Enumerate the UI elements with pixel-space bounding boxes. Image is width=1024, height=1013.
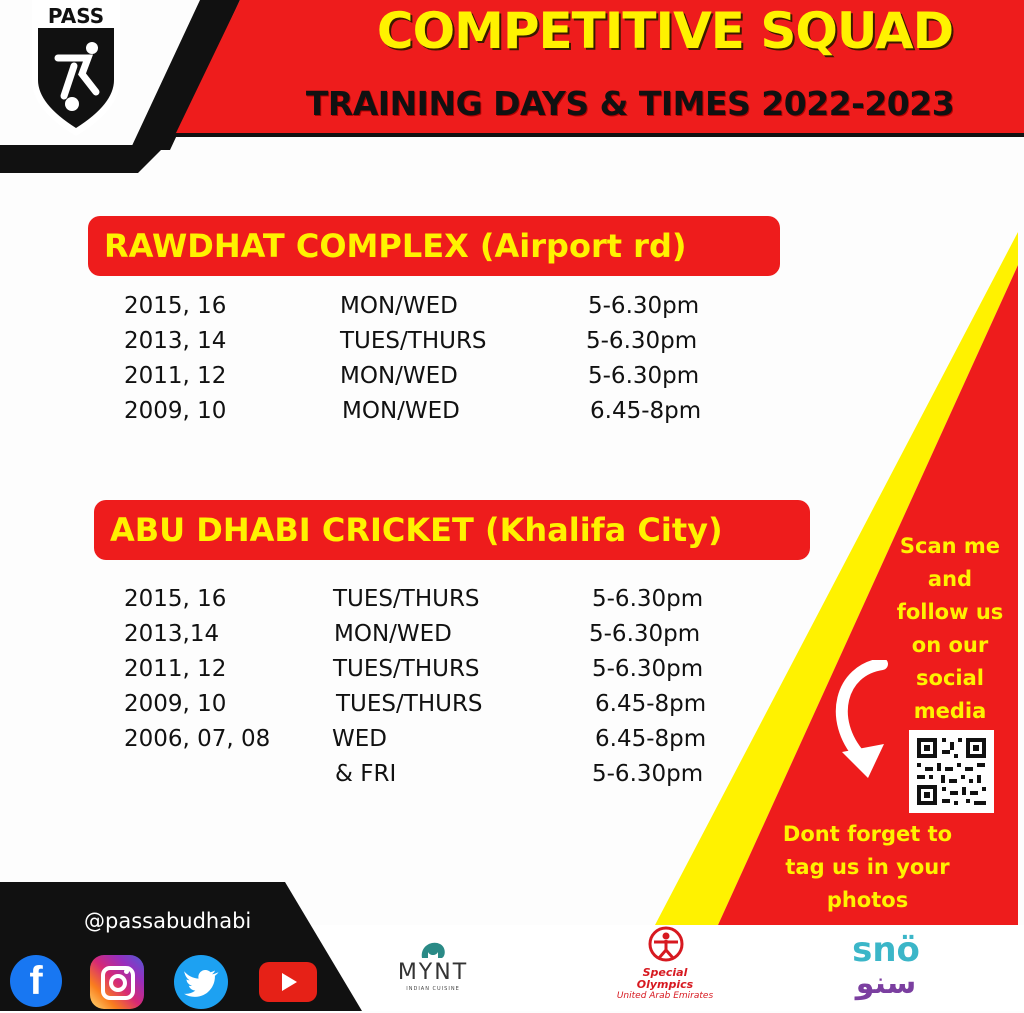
time-cell: 5-6.30pm: [588, 293, 700, 319]
special-olympics-line3: United Arab Emirates: [616, 991, 714, 1001]
sno-logo: [836, 930, 936, 1006]
tag-line: tag us in your: [785, 855, 950, 879]
table-row: [0, 757, 760, 792]
table-row: [0, 687, 760, 722]
days-cell: & FRI: [335, 761, 397, 787]
sno-arabic-text: سنو: [855, 966, 917, 1001]
schedule-table-rawdhat: [0, 289, 760, 429]
page-title: COMPETITIVE SQUAD: [376, 2, 954, 60]
venue-heading-rawdhat: RAWDHAT COMPLEX (Airport rd): [88, 216, 780, 276]
years-cell: 2006, 07, 08: [124, 726, 271, 752]
table-row: [0, 324, 760, 359]
years-cell: 2011, 12: [124, 363, 227, 389]
time-cell: 5-6.30pm: [586, 328, 698, 354]
days-cell: TUES/THURS: [333, 586, 480, 612]
table-row: [0, 289, 760, 324]
sno-latin-text: snö: [852, 930, 920, 970]
table-row: [0, 617, 760, 652]
special-olympics-line2: Olympics: [636, 978, 694, 991]
facebook-icon[interactable]: f: [10, 955, 62, 1007]
mynt-subtitle: INDIAN CUISINE: [406, 986, 460, 992]
time-cell: 6.45-8pm: [590, 398, 702, 424]
years-cell: 2009, 10: [124, 691, 227, 717]
days-cell: TUES/THURS: [333, 656, 480, 682]
special-olympics-emblem-icon: [648, 926, 684, 962]
time-cell: 5-6.30pm: [592, 656, 704, 682]
tag-line: Dont forget to: [782, 822, 953, 846]
instagram-icon[interactable]: [90, 955, 144, 1009]
years-cell: 2009, 10: [124, 398, 227, 424]
page-subtitle: TRAINING DAYS & TIMES 2022-2023: [305, 84, 955, 123]
years-cell: 2013,14: [124, 621, 220, 647]
time-cell: 5-6.30pm: [592, 761, 704, 787]
elephant-icon: [418, 938, 448, 962]
qr-code[interactable]: [909, 730, 994, 813]
days-cell: MON/WED: [334, 621, 452, 647]
curved-arrow-icon: [820, 660, 900, 780]
twitter-icon[interactable]: [174, 955, 228, 1009]
mynt-name: MYNT: [397, 960, 469, 985]
scan-line: Scan me: [899, 534, 1001, 558]
tag-us-text: [760, 818, 975, 917]
special-olympics-line1: Special: [642, 966, 688, 979]
days-cell: MON/WED: [340, 363, 458, 389]
special-olympics-logo: [612, 926, 718, 1006]
logo-text: PASS: [47, 4, 105, 28]
table-row: [0, 582, 760, 617]
time-cell: 6.45-8pm: [595, 691, 707, 717]
tag-line: photos: [826, 888, 909, 912]
table-row: [0, 394, 760, 429]
scan-me-text: [880, 530, 1020, 728]
scan-line: social: [916, 666, 984, 690]
years-cell: 2011, 12: [124, 656, 227, 682]
years-cell: 2015, 16: [124, 586, 227, 612]
years-cell: 2015, 16: [124, 293, 227, 319]
time-cell: 5-6.30pm: [589, 621, 701, 647]
scan-line: and: [927, 567, 973, 591]
schedule-table-abu-dhabi-cricket: [0, 582, 760, 792]
pass-logo: [30, 0, 122, 138]
time-cell: 5-6.30pm: [588, 363, 700, 389]
scan-line: on our: [911, 633, 989, 657]
days-cell: MON/WED: [340, 293, 458, 319]
days-cell: TUES/THURS: [336, 691, 483, 717]
youtube-icon[interactable]: [259, 962, 317, 1002]
table-row: [0, 722, 760, 757]
scan-line: media: [913, 699, 987, 723]
time-cell: 6.45-8pm: [595, 726, 707, 752]
mynt-logo: [392, 938, 474, 998]
days-cell: WED: [332, 726, 387, 752]
venue-heading-abu-dhabi-cricket: ABU DHABI CRICKET (Khalifa City): [94, 500, 810, 560]
scan-line: follow us: [896, 600, 1004, 624]
days-cell: TUES/THURS: [340, 328, 487, 354]
table-row: [0, 652, 760, 687]
time-cell: 5-6.30pm: [592, 586, 704, 612]
social-handle[interactable]: @passabudhabi: [84, 909, 252, 933]
years-cell: 2013, 14: [124, 328, 227, 354]
days-cell: MON/WED: [342, 398, 460, 424]
table-row: [0, 359, 760, 394]
